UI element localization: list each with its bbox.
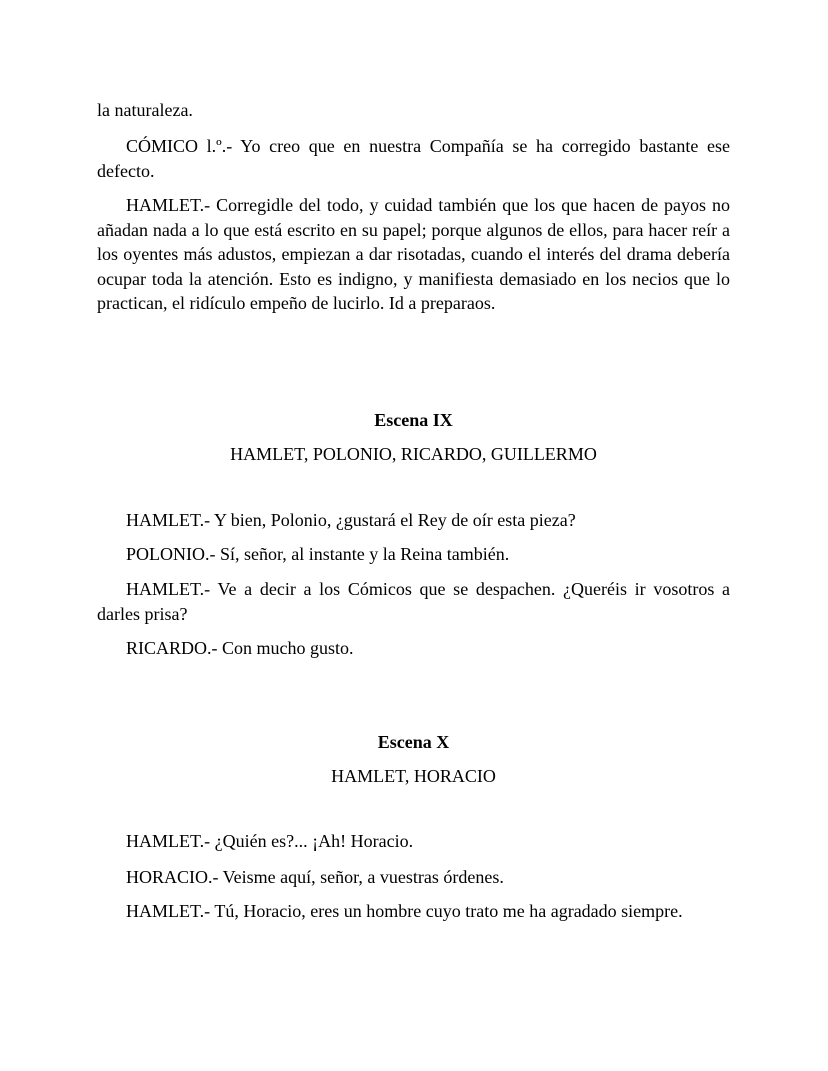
dialogue-comico: CÓMICO l.º.- Yo creo que en nuestra Compañía se ha corregido bastante ese defecto.: [97, 136, 730, 181]
continuation-text: la naturaleza.: [97, 100, 193, 120]
dialogue-hamlet: HAMLET.- Ve a decir a los Cómicos que se despachen. ¿Queréis ir vosotros a darles prisa?: [97, 579, 730, 624]
dialogue-hamlet: HAMLET.- Corregidle del todo, y cuidad también que los que hacen de payos no añadan nada a lo que está escrito en su papel; porque algunos de ellos, para hacer reír a los oyentes más adustos, empiezan a dar risotadas, cuando el interés del drama debería ocupar toda la atención. Esto es indigno, y manifiesta demasiado en los necios que lo practican, el ridículo empeño de lucirlo. Id a preparaos.: [97, 195, 730, 313]
dialogue-hamlet: HAMLET.- ¿Quién es?... ¡Ah! Horacio.: [126, 831, 414, 851]
scene-10-title: Escena X: [377, 732, 450, 752]
dialogue-hamlet: HAMLET.- Tú, Horacio, eres un hombre cuyo trato me ha agradado siempre.: [126, 901, 683, 921]
scene-9-title: Escena IX: [374, 410, 453, 430]
dialogue-ricardo: RICARDO.- Con mucho gusto.: [126, 638, 354, 658]
dialogue-polonio: POLONIO.- Sí, señor, al instante y la Reina también.: [126, 544, 510, 564]
dialogue-horacio: HORACIO.- Veisme aquí, señor, a vuestras órdenes.: [126, 867, 504, 887]
scene-9-characters: HAMLET, POLONIO, RICARDO, GUILLERMO: [230, 444, 597, 464]
scene-10-characters: HAMLET, HORACIO: [331, 766, 496, 786]
dialogue-hamlet: HAMLET.- Y bien, Polonio, ¿gustará el Rey de oír esta pieza?: [126, 510, 576, 530]
